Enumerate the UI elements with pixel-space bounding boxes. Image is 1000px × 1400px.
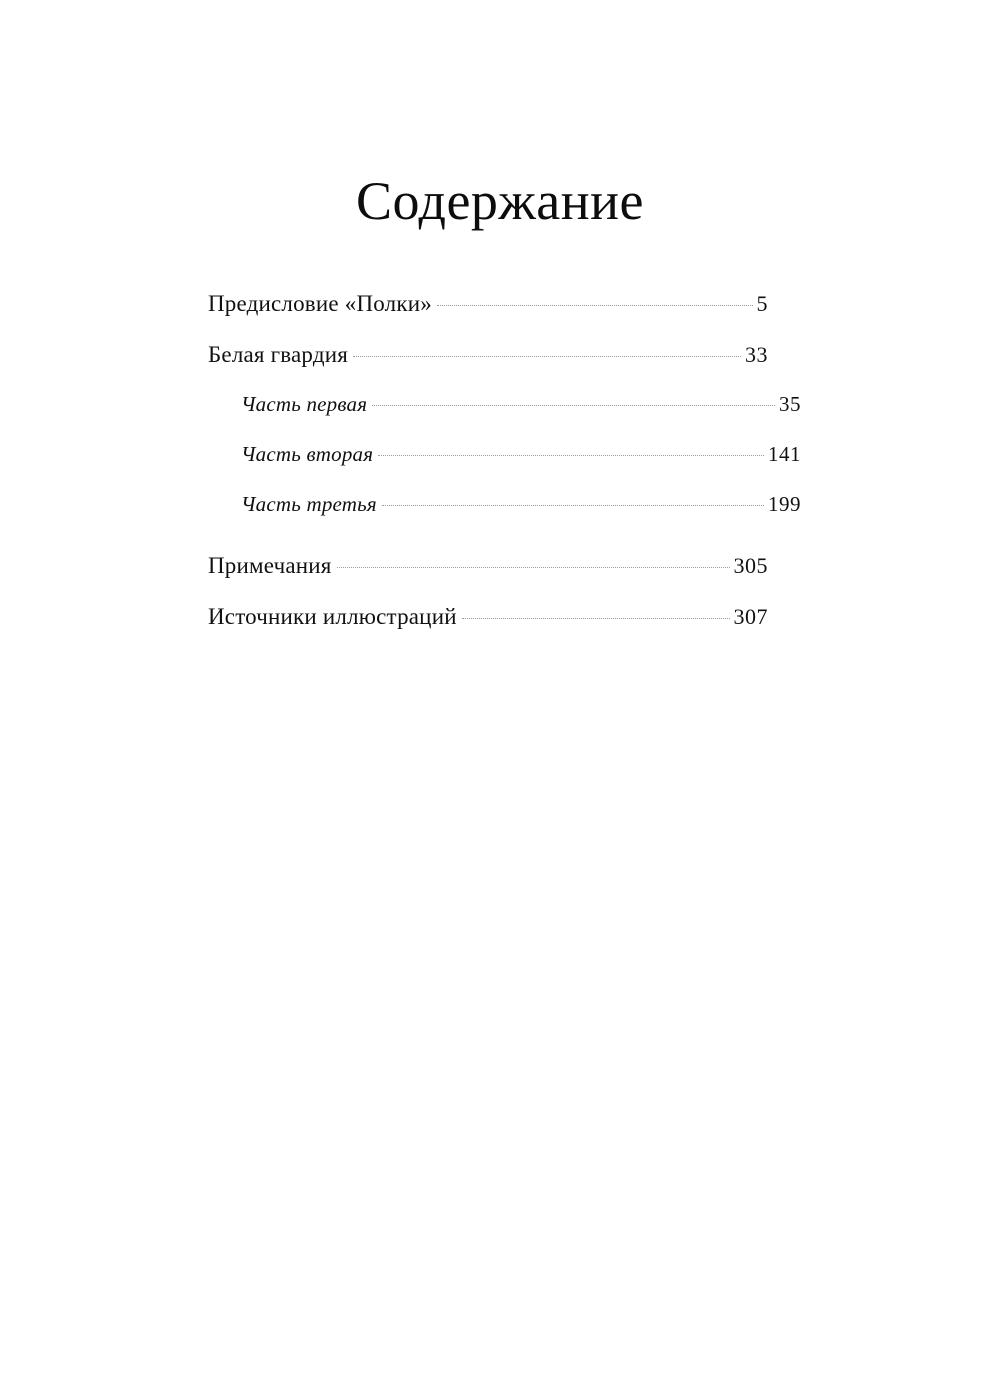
- toc-entry-label: Белая гвардия: [208, 342, 349, 367]
- toc-entry-label: Источники иллюстраций: [208, 604, 457, 629]
- toc-entry-page: 141: [768, 442, 801, 466]
- toc-leader-dots: [437, 288, 753, 311]
- toc-leader-dots: [382, 490, 764, 511]
- toc-entry[interactable]: [208, 339, 768, 368]
- toc-entry-page: 307: [733, 604, 768, 629]
- table-of-contents: [208, 288, 801, 652]
- toc-entry-label: Часть первая: [241, 392, 368, 416]
- toc-entry[interactable]: [208, 390, 801, 417]
- toc-entry-page: 33: [745, 342, 768, 367]
- toc-entry[interactable]: [208, 550, 768, 579]
- toc-entry[interactable]: [208, 440, 801, 467]
- toc-leader-dots: [372, 390, 775, 411]
- toc-entry-label: Предисловие «Полки»: [208, 291, 432, 316]
- toc-entry-page: 305: [733, 553, 768, 578]
- toc-entry-label: Примечания: [208, 553, 332, 578]
- toc-entry-page: 199: [768, 492, 801, 516]
- toc-leader-dots: [462, 601, 730, 624]
- toc-entry[interactable]: [208, 288, 768, 317]
- toc-leader-dots: [353, 339, 741, 362]
- toc-entry-label: Часть третья: [241, 492, 377, 516]
- toc-entry[interactable]: [208, 490, 801, 517]
- toc-entry[interactable]: [208, 601, 768, 630]
- toc-leader-dots: [378, 440, 764, 461]
- toc-entry-page: 35: [779, 392, 801, 416]
- toc-leader-dots: [337, 550, 730, 573]
- page-title: Содержание: [356, 171, 644, 231]
- toc-entry-label: Часть вторая: [241, 442, 374, 466]
- toc-entry-page: 5: [756, 291, 768, 316]
